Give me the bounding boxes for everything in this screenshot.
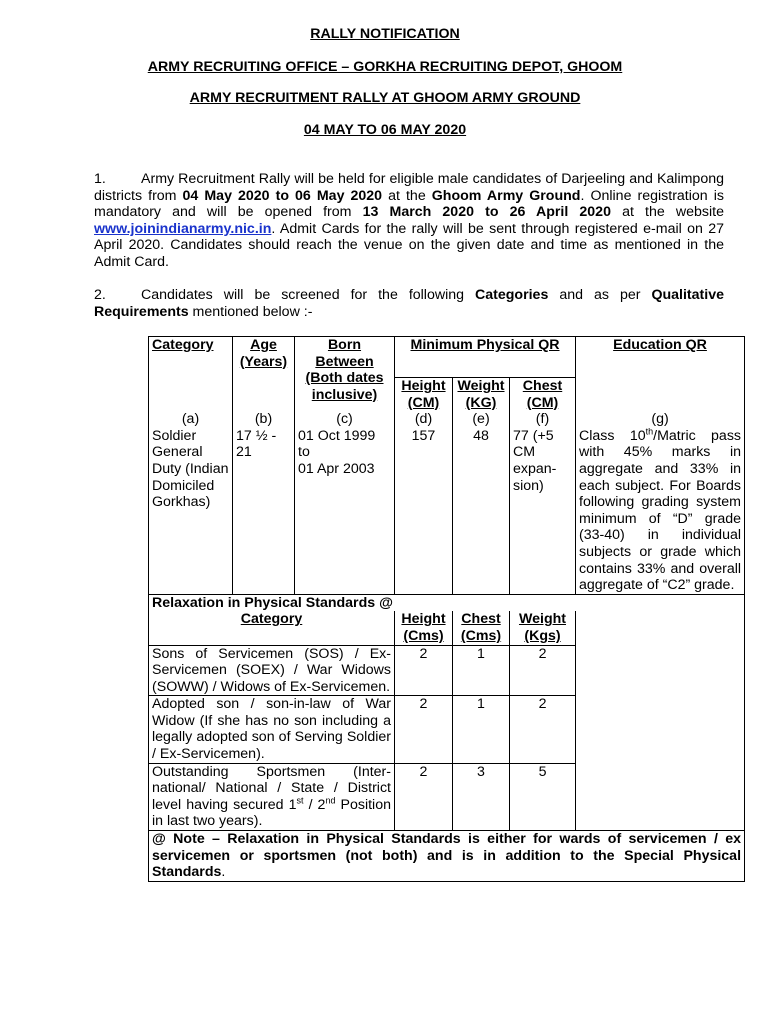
relaxation-row-3-height: 2 <box>395 763 453 830</box>
row-education <box>576 428 745 594</box>
row-weight: 48 <box>453 428 510 594</box>
header-min-physical-cell <box>395 337 576 378</box>
para-2-text-3: mentioned below :- <box>188 303 313 320</box>
table-header-row <box>149 337 745 378</box>
relaxation-note-end: . <box>221 864 226 881</box>
relaxation-note-bold: @ Note – Relaxation in Physical Standards is either for wards of servicemen / ex servicemen or sportsmen (not both) and is in addition to the Special Physical Standards <box>152 831 742 881</box>
relaxation-row-3-chest: 3 <box>453 763 510 830</box>
para-2-qualitative-requirements: Qualitative Requirements <box>94 287 724 320</box>
col-letter-e: (e) <box>453 411 510 428</box>
relaxation-blank-cell <box>576 611 745 830</box>
para-1-text-2: at the <box>382 187 432 204</box>
para-1-text-1: Army Recruitment Rally will be held for eligible male candidates of Darjeeling and Kalimpong districts from <box>94 171 724 204</box>
para-2-number: 2. <box>94 287 106 303</box>
col-letter-a: (a) <box>149 411 233 428</box>
relaxation-row-2-category: Adopted son / son-in-law of War Widow (If she has no son including a legally adopted son of Serving Soldier / Ex-Servicemen). <box>149 696 395 763</box>
header-age: Age (Years) <box>239 337 288 370</box>
relaxation-row-2-chest: 1 <box>453 696 510 763</box>
para-1-rally-dates: 04 May 2020 to 06 May 2020 <box>182 187 383 204</box>
header-age-cell <box>233 337 295 412</box>
relaxation-title-row <box>149 594 745 611</box>
qualitative-requirements-table <box>148 336 745 882</box>
row-chest: 77 (+5 CM expan-sion) <box>510 428 576 594</box>
heading-recruiting-office: ARMY RECRUITING OFFICE – GORKHA RECRUITING DEPOT, GHOOM <box>147 59 623 75</box>
relaxation-header-height: Height (Cms) <box>395 611 453 645</box>
relaxation-row-2-weight: 2 <box>510 696 576 763</box>
paragraph-1 <box>94 171 724 271</box>
relaxation-row-1-category: Sons of Servicemen (SOS) / Ex-Servicemen (SOEX) / War Widows (SOWW) / Widows of Ex-Servicemen. <box>149 645 395 696</box>
relaxation-row-3-category <box>149 763 395 830</box>
row-born <box>295 428 395 594</box>
header-education-cell <box>576 337 745 412</box>
relaxation-note-row <box>149 831 745 882</box>
para-1-venue: Ghoom Army Ground <box>431 187 581 204</box>
relaxation-row-3-a: Outstanding Sportsmen (Inter-national/ National / State / District level having secured 1 <box>152 763 391 813</box>
para-1-registration-dates: 13 March 2020 to 26 April 2020 <box>362 204 611 221</box>
para-2-categories: Categories <box>475 287 549 303</box>
header-education: Education QR <box>613 337 707 353</box>
column-letter-row <box>149 411 745 428</box>
heading-rally-dates: 04 MAY TO 06 MAY 2020 <box>303 122 467 138</box>
relaxation-header-category-cell <box>149 611 395 645</box>
relaxation-row-1-chest: 1 <box>453 645 510 696</box>
para-2-text-1: Candidates will be screened for the following <box>141 287 476 303</box>
row-height: 157 <box>395 428 453 594</box>
relaxation-title: Relaxation in Physical Standards @ <box>149 594 745 611</box>
relaxation-row-3-sup1: st <box>296 795 304 806</box>
header-born: Born Between (Both dates inclusive) <box>305 337 384 403</box>
para-1-number: 1. <box>94 171 106 187</box>
row-age: 17 ½ - 21 <box>233 428 295 594</box>
row-education-b: /Matric pass with 45% marks in aggregate and 33% in each subject. For Boards following grading system minimum of “D” grade (33-40) in individual subjects or grade which contains 33% and overall aggregate of “C2” grade. <box>579 427 742 594</box>
row-born-end: 01 Apr 2003 <box>298 460 375 477</box>
header-born-cell <box>295 337 395 412</box>
relaxation-row-2-height: 2 <box>395 696 453 763</box>
para-1-text-5: . Admit Cards for the rally will be sent through registered e-mail on 27 April 2020. Candidates should reach the venue on the given date and time as mentioned in the Admit Card. <box>94 220 724 270</box>
header-min-physical: Minimum Physical QR <box>410 337 560 353</box>
header-chest: Chest (CM) <box>510 378 576 412</box>
relaxation-header-chest: Chest (Cms) <box>453 611 510 645</box>
header-category-cell <box>149 337 233 412</box>
relaxation-header-weight: Weight (Kgs) <box>510 611 576 645</box>
relaxation-header-row <box>149 611 745 645</box>
row-category: Soldier General Duty (Indian Domiciled Gorkhas) <box>149 428 233 594</box>
header-height: Height (CM) <box>395 378 453 412</box>
col-letter-f: (f) <box>510 411 576 428</box>
col-letter-c: (c) <box>295 411 395 428</box>
para-1-text-3: . Online registration is mandatory and will be opened from <box>94 187 724 221</box>
relaxation-row-3-b: / 2 <box>303 796 326 813</box>
row-born-to: to <box>298 444 310 461</box>
col-letter-b: (b) <box>233 411 295 428</box>
heading-rally-ground: ARMY RECRUITMENT RALLY AT GHOOM ARMY GROUND <box>189 90 581 106</box>
relaxation-row-3-weight: 5 <box>510 763 576 830</box>
relaxation-row-3-sup2: nd <box>325 795 336 806</box>
row-born-start: 01 Oct 1999 <box>298 427 376 444</box>
header-category: Category <box>152 337 214 353</box>
col-letter-d: (d) <box>395 411 453 428</box>
row-education-a: Class 10 <box>579 427 646 444</box>
header-weight: Weight (KG) <box>453 378 510 412</box>
table-row <box>149 428 745 594</box>
relaxation-header-category: Category <box>240 611 303 628</box>
row-education-sup: th <box>645 426 654 437</box>
relaxation-row-3-c: Position in last two years). <box>152 796 391 830</box>
heading-rally-notification: RALLY NOTIFICATION <box>310 26 460 42</box>
website-link[interactable]: www.joinindianarmy.nic.in <box>94 220 272 237</box>
col-letter-g: (g) <box>576 411 745 428</box>
relaxation-row-1-height: 2 <box>395 645 453 696</box>
para-2-text-2: and as per <box>548 287 652 303</box>
relaxation-note <box>149 831 745 882</box>
paragraph-2 <box>94 287 724 320</box>
relaxation-row-1-weight: 2 <box>510 645 576 696</box>
para-1-text-4: at the website <box>610 204 724 221</box>
